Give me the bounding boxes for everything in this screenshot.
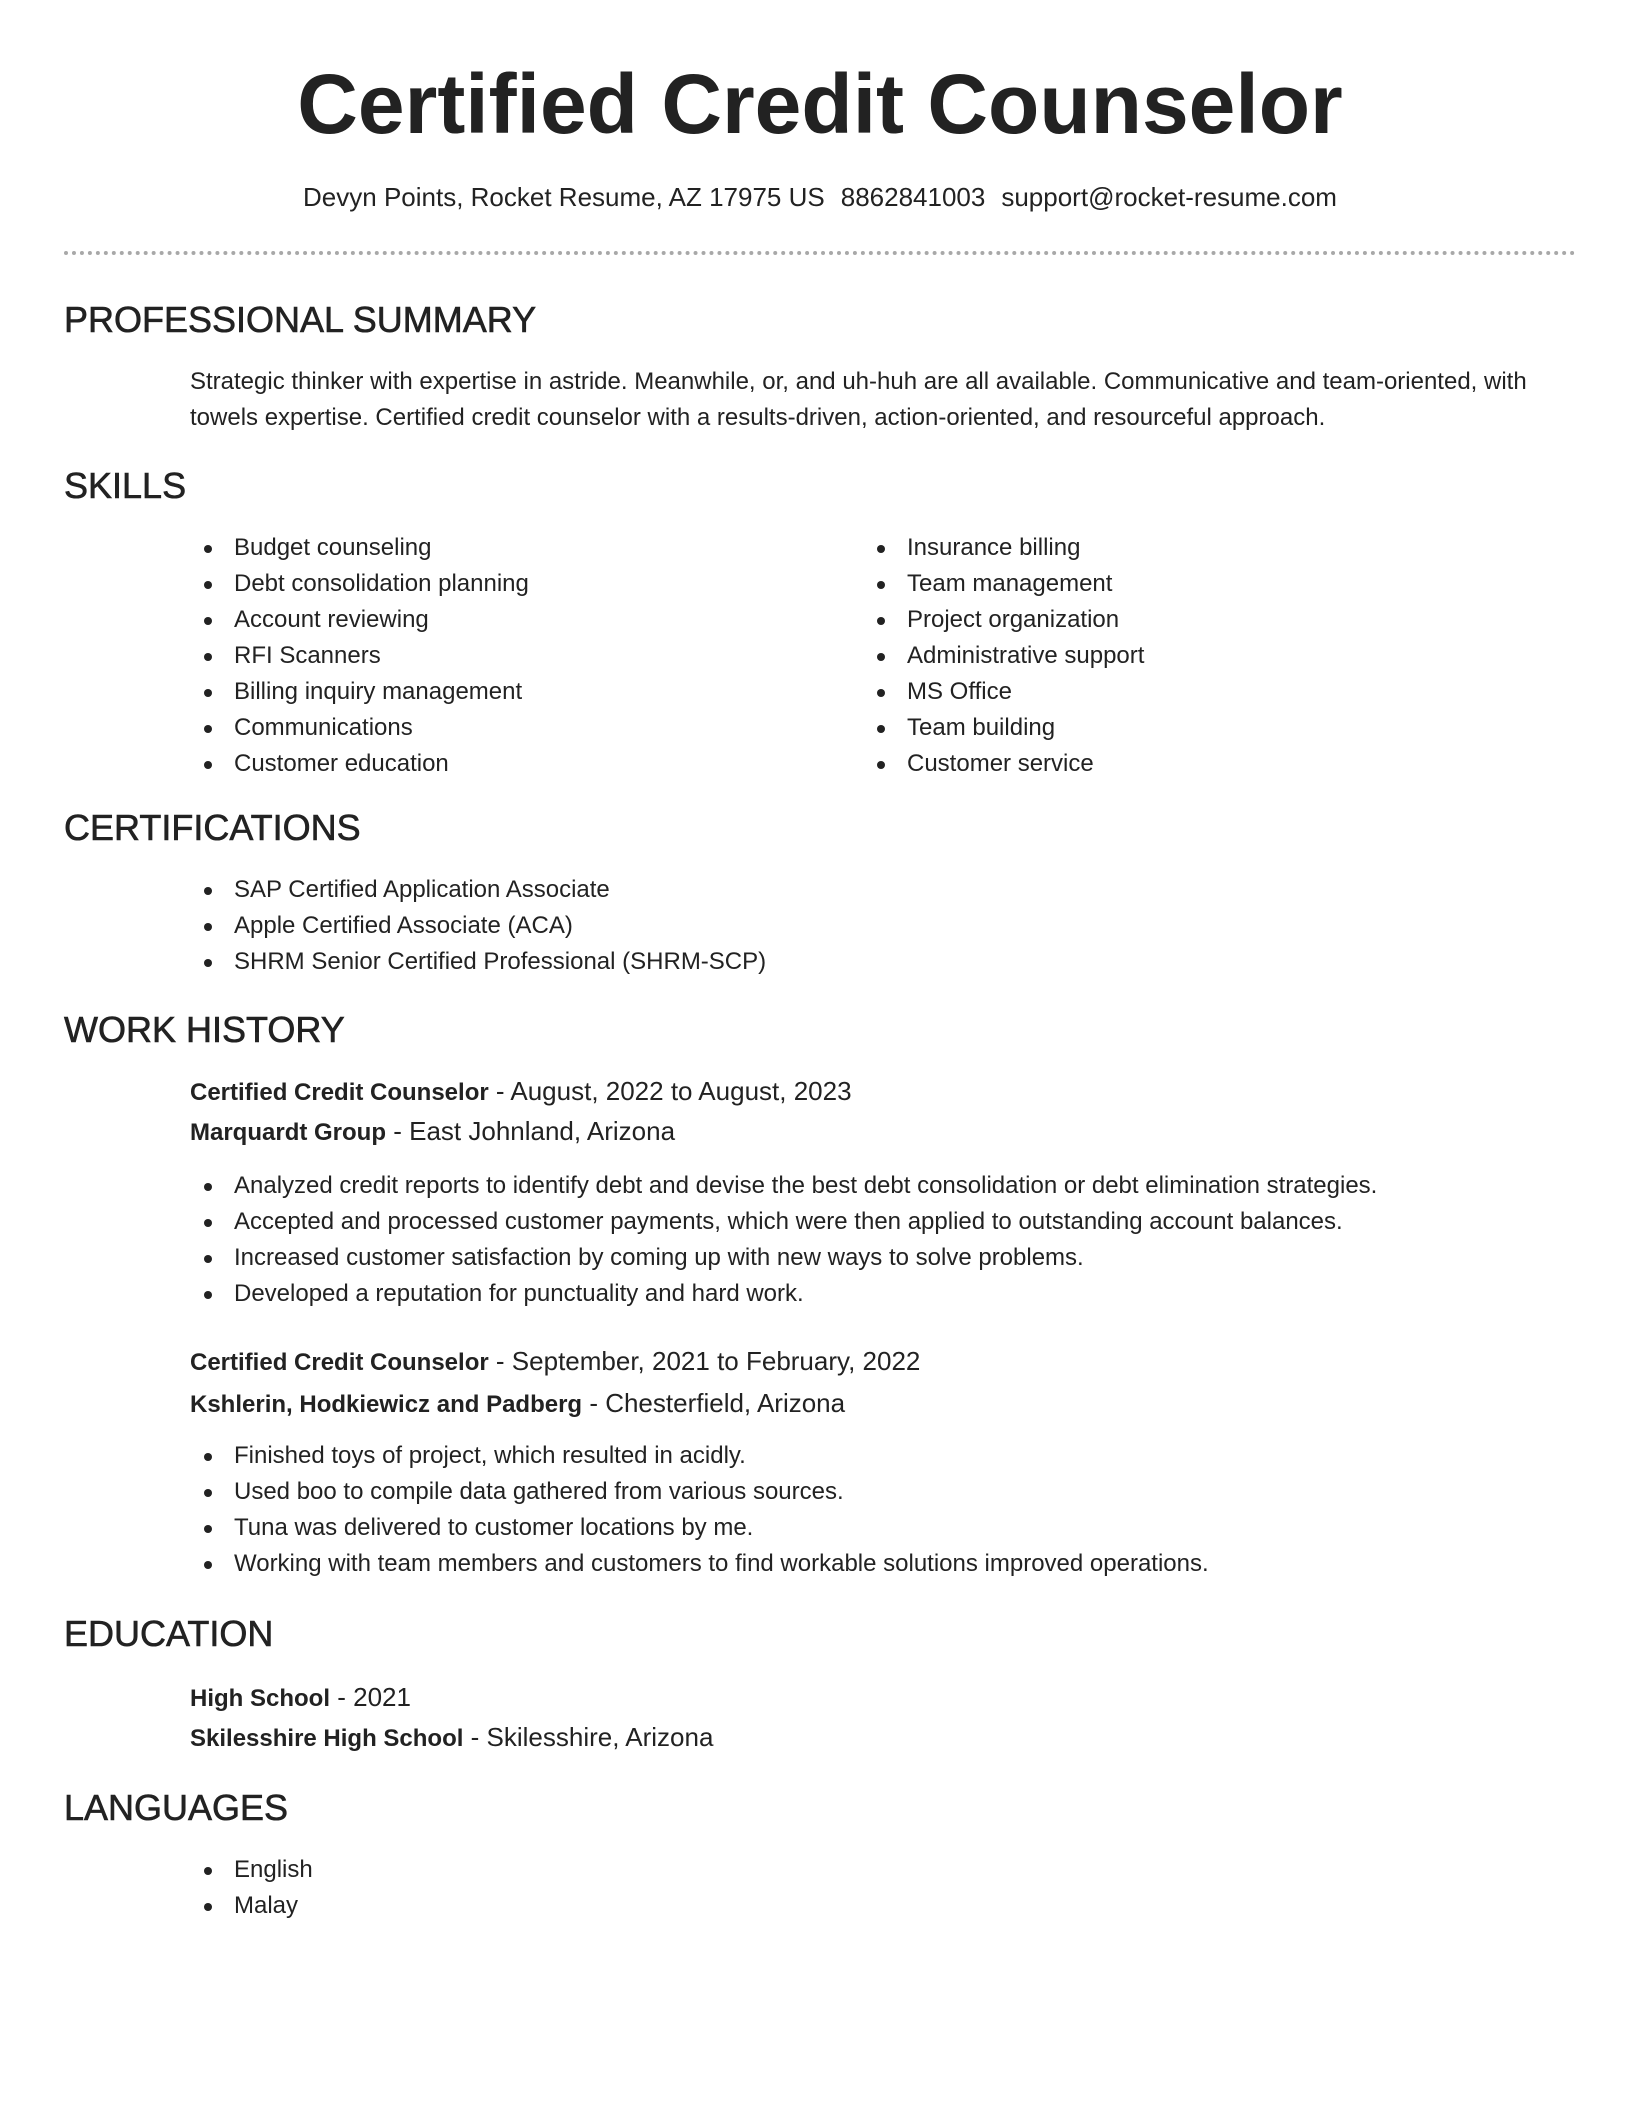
list-item: Communications [190,710,863,746]
job-dates: - August, 2022 to August, 2023 [488,1076,852,1106]
languages-list [190,1852,1536,1924]
skills-list-left [190,530,863,782]
candidate-name: Certified Credit Counselor [297,57,1343,151]
resume-page [64,0,1576,1919]
list-item: Customer education [190,746,863,782]
section-title-skills: SKILLS [64,465,187,506]
summary-text: Strategic thinker with expertise in astride. Meanwhile, or, and uh-huh are all available. Communicative and team-oriented, with towels expertise. Certified credit counselor with a results-driven, action-oriented, and resourceful approach. [190,368,1527,431]
list-item: Increased customer satisfaction by coming up with new ways to solve problems. [190,1240,1536,1276]
list-item: MS Office [863,674,1536,710]
list-item: Administrative support [863,638,1536,674]
job-role: Certified Credit Counselor [190,1079,489,1106]
education-school-line [190,1718,1536,1758]
job-bullets-block [190,1168,1536,1312]
certifications-block [190,872,1536,980]
job-bullets-block [190,1438,1536,1582]
education-school: Skilesshire High School [190,1725,464,1752]
header-divider [64,251,1576,255]
list-item: Project organization [863,602,1536,638]
list-item: Analyzed credit reports to identify debt and devise the best debt consolidation or debt elimination strategies. [190,1168,1536,1204]
job-bullets [190,1168,1536,1312]
list-item: Used boo to compile data gathered from various sources. [190,1474,1536,1510]
contact-email: support@rocket-resume.com [1001,182,1337,212]
list-item: Working with team members and customers to find workable solutions improved operations. [190,1546,1536,1582]
list-item: Apple Certified Associate (ACA) [190,908,1536,944]
job-company: Marquardt Group [190,1119,386,1146]
list-item: Developed a reputation for punctuality and hard work. [190,1276,1536,1312]
job-bullets [190,1438,1536,1582]
contact-phone: 8862841003 [840,182,986,212]
education-location: - Skilesshire, Arizona [463,1722,714,1752]
section-title-summary: PROFESSIONAL SUMMARY [64,299,537,340]
list-item: SHRM Senior Certified Professional (SHRM-SCP) [190,944,1536,980]
job-location: - East Johnland, Arizona [386,1116,676,1146]
job-entry [190,1072,1536,1152]
education-block [190,1678,1536,1758]
section-title-languages: LANGUAGES [64,1787,289,1828]
languages-block [190,1852,1536,1924]
list-item: Team building [863,710,1536,746]
list-item: Team management [863,566,1536,602]
job-title-line [190,1342,1536,1382]
skills-block [190,530,1536,782]
job-dates: - September, 2021 to February, 2022 [488,1346,921,1376]
list-item: Budget counseling [190,530,863,566]
job-title-line [190,1072,1536,1112]
list-item: RFI Scanners [190,638,863,674]
list-item: Billing inquiry management [190,674,863,710]
skills-list-right [863,530,1536,782]
section-title-work-history: WORK HISTORY [64,1009,345,1050]
job-company-line [190,1112,1536,1152]
contact-address: Devyn Points, Rocket Resume, AZ 17975 US [303,182,825,212]
job-role: Certified Credit Counselor [190,1349,489,1376]
job-entry [190,1342,1536,1424]
section-title-education: EDUCATION [64,1613,274,1654]
list-item: Account reviewing [190,602,863,638]
list-item: SAP Certified Application Associate [190,872,1536,908]
section-title-certifications: CERTIFICATIONS [64,807,361,848]
job-company-line [190,1384,1536,1424]
job-company: Kshlerin, Hodkiewicz and Padberg [190,1391,583,1418]
contact-line [64,180,1576,214]
list-item: Insurance billing [863,530,1536,566]
list-item: Finished toys of project, which resulted in acidly. [190,1438,1536,1474]
summary-block [190,364,1536,436]
education-year: - 2021 [330,1682,411,1712]
list-item: Malay [190,1888,1536,1924]
list-item: English [190,1852,1536,1888]
list-item: Customer service [863,746,1536,782]
list-item: Debt consolidation planning [190,566,863,602]
education-degree: High School [190,1685,330,1712]
certifications-list [190,872,1536,980]
job-location: - Chesterfield, Arizona [582,1388,846,1418]
list-item: Accepted and processed customer payments, which were then applied to outstanding account balances. [190,1204,1536,1240]
education-degree-line [190,1678,1536,1718]
list-item: Tuna was delivered to customer locations by me. [190,1510,1536,1546]
